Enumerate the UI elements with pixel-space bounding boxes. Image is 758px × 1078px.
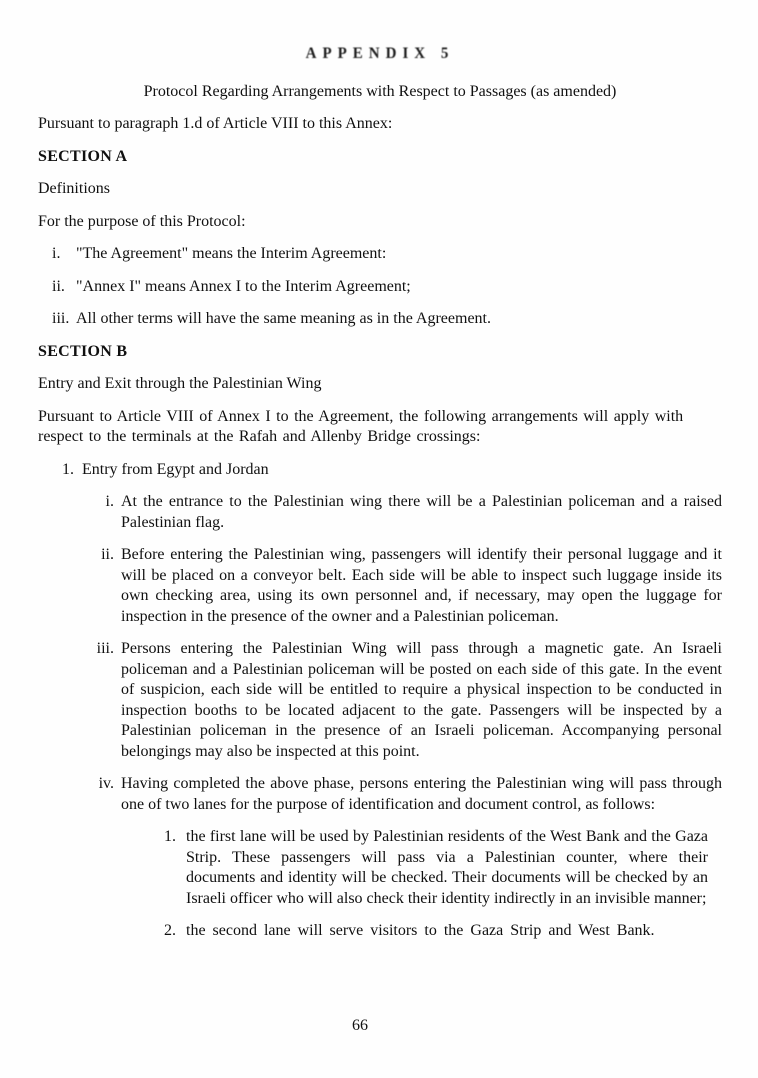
section-b-subheading: Entry and Exit through the Palestinian Wing: [38, 375, 322, 392]
list-marker: ii.: [101, 546, 114, 563]
list-marker: iv.: [98, 775, 114, 792]
list-marker: ii.: [52, 277, 65, 295]
roman-item-text: Before entering the Palestinian wing, passengers will identify their personal luggage and it will be placed on a conveyor belt. Each side will be able to inspect such luggage inside its own checking area, using its own personnel and, if necessary, may open the luggage for inspection in the presence of the owner and a Palestinian policeman.: [121, 546, 722, 625]
list-marker: iii.: [96, 640, 114, 657]
roman-item-text: Having completed the above phase, persons entering the Palestinian wing will pass through one of two lanes for the purpose of identification and document control, as follows:: [121, 775, 722, 813]
roman-item: [95, 545, 722, 627]
section-a-subheading: Definitions: [38, 180, 110, 197]
definition-text: All other terms will have the same meaning as in the Agreement.: [76, 310, 491, 327]
list-marker: iii.: [52, 310, 70, 327]
appendix-header: APPENDIX 5: [305, 45, 455, 63]
definition-item: [52, 277, 722, 298]
document-title: Protocol Regarding Arrangements with Respect to Passages (as amended): [143, 82, 617, 100]
nested-numbered-text: the second lane will serve visitors to the Gaza Strip and West Bank.: [186, 922, 655, 939]
nested-numbered-item: [164, 921, 708, 942]
roman-item-text: At the entrance to the Palestinian wing there will be a Palestinian policeman and a raised Palestinian flag.: [121, 493, 722, 531]
list-marker: 2.: [164, 922, 176, 939]
roman-item: [95, 774, 722, 942]
definition-text: "Annex I" means Annex I to the Interim Agreement;: [76, 277, 411, 295]
definition-text: "The Agreement" means the Interim Agreement:: [76, 245, 387, 262]
roman-item: [95, 639, 722, 762]
definition-item: [52, 309, 722, 330]
roman-item: [95, 492, 722, 533]
nested-numbered-item: [164, 827, 708, 909]
roman-item-body: [121, 774, 722, 942]
numbered-item-title: Entry from Egypt and Jordan: [82, 460, 269, 478]
section-a-lead: For the purpose of this Protocol:: [38, 212, 246, 230]
list-marker: i.: [52, 245, 61, 262]
numbered-item-entry: [62, 460, 722, 481]
definition-item: [52, 244, 722, 265]
page-number: 66: [352, 1017, 368, 1034]
list-marker: i.: [105, 493, 114, 510]
list-marker: 1.: [62, 460, 74, 478]
roman-item-text: Persons entering the Palestinian Wing will pass through a magnetic gate. An Israeli policeman and a Palestinian policeman will be posted on each side of this gate. In the event of suspicion, each side will be entitled to require a physical inspection to be conducted in inspection booths to be located adjacent to the gate. Passengers will be inspected by a Palestinian policeman in the presence of an Israeli policeman. Accompanying personal belongings may also be inspected at this point.: [121, 640, 722, 760]
intro-paragraph: Pursuant to paragraph 1.d of Article VIII to this Annex:: [38, 115, 393, 132]
section-b-heading: SECTION B: [38, 342, 128, 360]
nested-numbered-text: the first lane will be used by Palestinian residents of the West Bank and the Gaza Strip. These passengers will pass via a Palestinian counter, where their documents and identity will be checked. Their documents will be checked by an Israeli officer who will also check their identity indirectly in an invisible manner;: [186, 828, 708, 907]
list-marker: 1.: [164, 828, 176, 845]
section-a-heading: SECTION A: [38, 147, 128, 165]
section-b-lead: Pursuant to Article VIII of Annex I to the Agreement, the following arrangements will apply with respect to the terminals at the Rafah and Allenby Bridge crossings:: [38, 407, 684, 445]
